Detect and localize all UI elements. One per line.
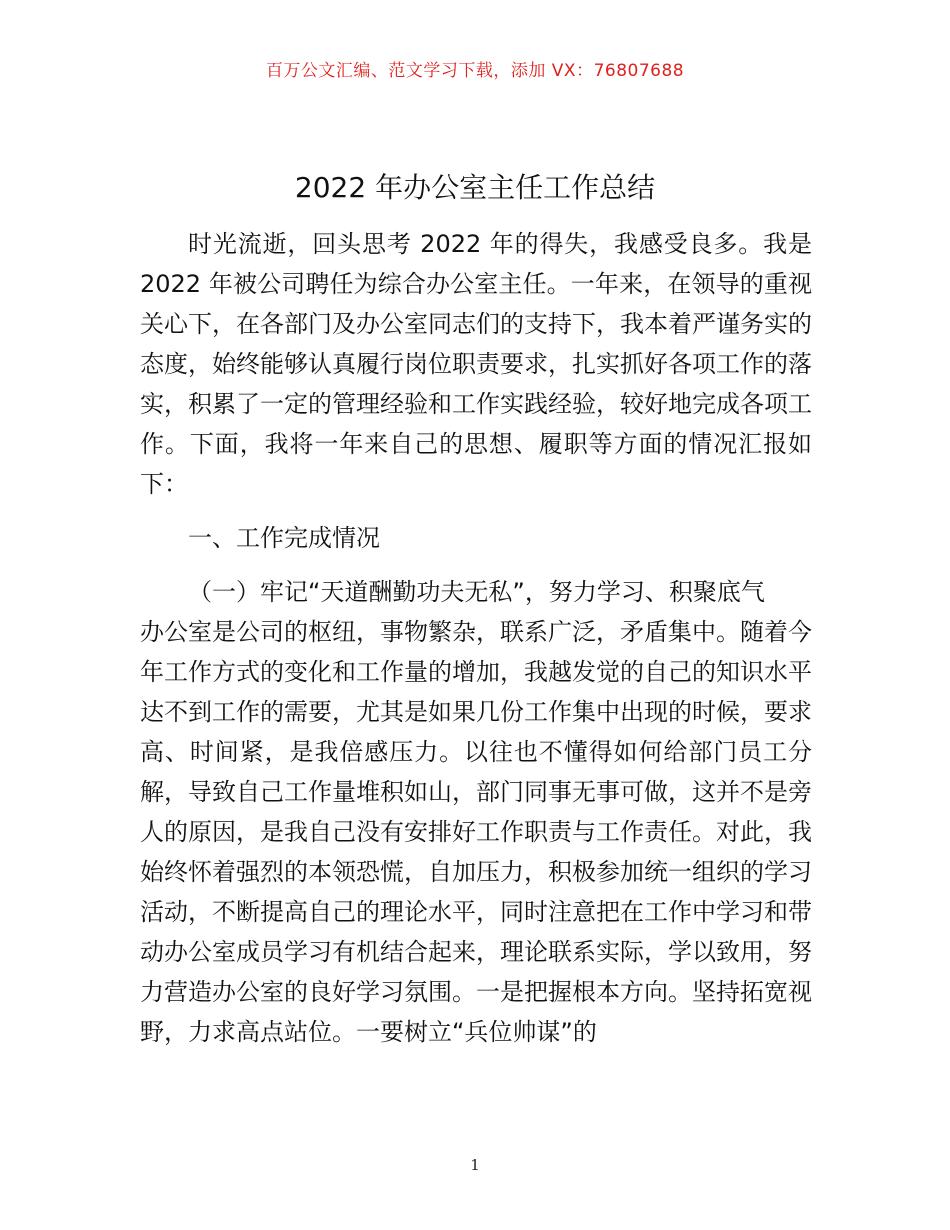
document-title: 2022 年办公室主任工作总结 [294,171,656,204]
document-body [140,224,812,1052]
intro-paragraph: 时光流逝，回头思考 2022 年的得失，我感受良多。我是 2022 年被公司聘任为综合办公室主任。一年来，在领导的重视关心下，在各部门及办公室同志们的支持下，我本着严谨务实的态度，始终能够认真履行岗位职责要求，扎实抓好各项工作的落实，积累了一定的管理经验和工作实践经验，较好地完成各项工作。下面，我将一年来自己的思想、履职等方面的情况汇报如下： [140,230,812,498]
subsection-heading: （一）牢记“天道酬勤功夫无私”，努力学习、积聚底气 [188,578,765,606]
body-paragraph: 办公室是公司的枢纽，事物繁杂，联系广泛，矛盾集中。随着今年工作方式的变化和工作量的增加，我越发觉的自己的知识水平达不到工作的需要，尤其是如果几份工作集中出现的时候，要求高、时间紧，是我倍感压力。以往也不懂得如何给部门员工分解，导致自己工作量堆积如山，部门同事无事可做，这并不是旁人的原因，是我自己没有安排好工作职责与工作责任。对此，我始终怀着强烈的本领恐慌，自加压力，积极参加统一组织的学习活动，不断提高自己的理论水平，同时注意把在工作中学习和带动办公室成员学习有机结合起来，理论联系实际，学以致用，努力营造办公室的良好学习氛围。一是把握根本方向。坚持拓宽视野，力求高点站位。一要树立“兵位帅谋”的 [140,618,812,1046]
section-heading: 一、工作完成情况 [188,524,380,552]
header-promo-note: 百万公文汇编、范文学习下载，添加 VX：76807688 [265,61,685,81]
page-number: 1 [470,1156,480,1174]
